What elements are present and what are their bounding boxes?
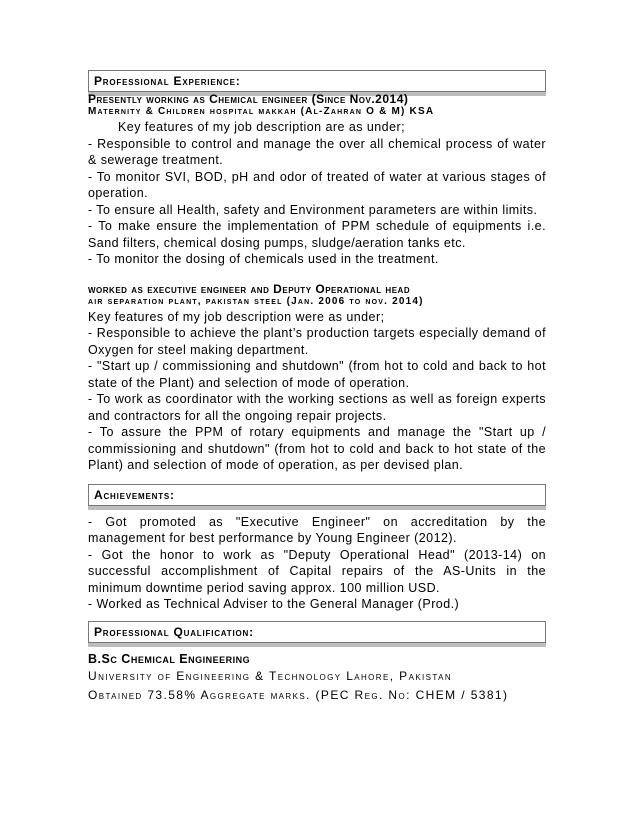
job-1-title: Presently working as Chemical engineer (Since Nov.2014) <box>88 92 409 106</box>
spacer <box>88 268 546 282</box>
job-2-title: worked as executive engineer and Deputy Operational head <box>88 281 411 296</box>
job-1 <box>88 92 546 268</box>
marks-obtained: Obtained 73.58% Aggregate marks. (PEC Reg. No: CHEM / 5381) <box>88 687 509 702</box>
job-2-line: - To assure the PPM of rotary equipments and manage the "Start up / commissioning and shutdown" (from hot to cold and back to hot state of the Plant) and selection of mode of operation, as per devised plan. <box>88 425 546 472</box>
job-1-line: - Responsible to control and manage the over all chemical process of water & sewerage treatment. <box>88 136 546 167</box>
qualification-section-header: Professional Qualification: <box>88 621 546 643</box>
achievements-list <box>88 514 546 613</box>
job-2 <box>88 282 546 474</box>
qualification-block <box>88 651 546 705</box>
job-1-line: - To make ensure the implementation of PPM schedule of equipments i.e. Sand filters, chemical dosing pumps, sludge/aeration tanks etc. <box>88 219 546 250</box>
job-2-line: - Responsible to achieve the plant’s production targets especially demand of Oxygen for steel making department. <box>88 326 546 357</box>
job-2-intro: Key features of my job description were as under; <box>88 309 385 324</box>
job-2-subtitle: air separation plant, pakistan steel (Jan. 2006 to nov. 2014) <box>88 295 424 307</box>
job-2-line: - "Start up / commissioning and shutdown" (from hot to cold and back to hot state of the Plant) and selection of mode of operation. <box>88 359 546 390</box>
resume-page <box>88 70 546 705</box>
university-name: University of Engineering & Technology Lahore, Pakistan <box>88 668 453 683</box>
job-1-subtitle: Maternity & Children hospital makkah (Al-Zahran O & M) KSA <box>88 106 435 117</box>
job-1-line: - To monitor SVI, BOD, pH and odor of treated of water at various stages of operation. <box>88 169 546 200</box>
job-1-line: - To ensure all Health, safety and Environment parameters are within limits. <box>88 202 538 217</box>
achievement-item: - Got the honor to work as "Deputy Operational Head" (2013-14) on successful accomplishment of Capital repairs of the AS-Units in the minimum downtime period saving approx. 100 million USD. <box>88 547 546 595</box>
job-2-line: - To work as coordinator with the working sections as well as foreign experts and contractors for all the ongoing repair projects. <box>88 392 546 423</box>
achievements-section-header: Achievements: <box>88 484 546 506</box>
achievement-item: - Worked as Technical Adviser to the General Manager (Prod.) <box>88 597 460 611</box>
spacer <box>88 613 546 621</box>
experience-section-header: Professional Experience: <box>88 70 546 92</box>
spacer <box>88 474 546 484</box>
job-1-intro: Key features of my job description are as under; <box>118 120 406 134</box>
degree-title: B.Sc Chemical Engineering <box>88 651 251 666</box>
achievement-item: - Got promoted as "Executive Engineer" on accreditation by the management for best performance by Young Engineer (2012). <box>88 514 546 545</box>
job-1-line: - To monitor the dosing of chemicals used in the treatment. <box>88 252 439 266</box>
